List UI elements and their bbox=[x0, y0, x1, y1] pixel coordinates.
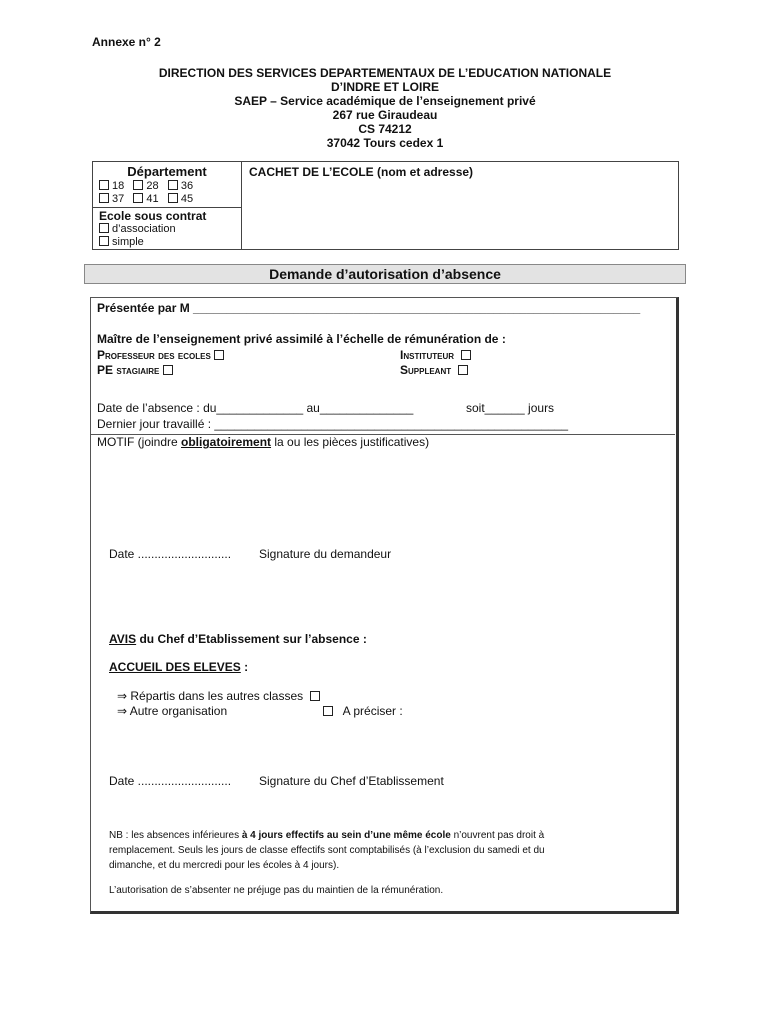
annex-label: Annexe n° 2 bbox=[92, 35, 161, 49]
option-preciser[interactable]: A préciser : bbox=[323, 704, 403, 718]
header-line-4: 267 rue Giraudeau bbox=[332, 108, 438, 122]
contract-simple[interactable]: simple bbox=[99, 236, 144, 248]
checkbox[interactable] bbox=[310, 691, 320, 701]
date-absence: Date de l’absence : du_____________ au______________ bbox=[97, 401, 414, 415]
header-line-5: CS 74212 bbox=[358, 122, 412, 136]
department-row-1 bbox=[99, 180, 193, 192]
nb-line-2: remplacement. Seuls les jours de classe effectifs sont comptabilisés (à l’exclusion du samedi et du bbox=[109, 845, 545, 856]
presented-by: Présentée par M ___________________________________________________________________ bbox=[97, 301, 641, 315]
table-divider-h bbox=[93, 207, 241, 208]
option-professeur[interactable]: Professeur des ecoles bbox=[97, 348, 227, 362]
checkbox[interactable] bbox=[214, 350, 224, 360]
department-title: Département bbox=[127, 164, 207, 179]
dept-checkbox-28[interactable]: 28 bbox=[133, 180, 158, 192]
master-line: Maître de l’enseignement privé assimilé à l’échelle de rémunération de : bbox=[97, 332, 506, 346]
dept-checkbox-36[interactable]: 36 bbox=[168, 180, 193, 192]
checkbox[interactable] bbox=[323, 706, 333, 716]
header-line-6: 37042 Tours cedex 1 bbox=[326, 136, 444, 150]
option-suppleant[interactable]: Suppleant bbox=[400, 363, 471, 377]
date-chef: Date ............................ bbox=[109, 774, 232, 788]
dept-checkbox-45[interactable]: 45 bbox=[168, 193, 193, 205]
department-table bbox=[92, 161, 679, 250]
checkbox[interactable] bbox=[461, 350, 471, 360]
header-line-3: SAEP – Service académique de l’enseignement privé bbox=[234, 94, 536, 108]
avis-heading: AVIS du Chef d’Etablissement sur l’absence : bbox=[109, 632, 367, 646]
header-line-1: DIRECTION DES SERVICES DEPARTEMENTAUX DE L’EDUCATION NATIONALE bbox=[158, 66, 612, 80]
option-autre: ⇒ Autre organisation bbox=[117, 704, 228, 718]
table-divider bbox=[241, 162, 242, 249]
option-instituteur[interactable]: Instituteur bbox=[400, 348, 474, 362]
nb-final: L’autorisation de s’absenter ne préjuge pas du maintien de la rémunération. bbox=[109, 885, 444, 896]
request-title-bar bbox=[84, 264, 686, 284]
signature-demandeur: Signature du demandeur bbox=[259, 547, 392, 561]
request-form bbox=[90, 297, 679, 914]
dept-checkbox-37[interactable]: 37 bbox=[99, 193, 124, 205]
accueil-heading: ACCUEIL DES ELEVES : bbox=[109, 660, 249, 674]
header-line-2: D’INDRE ET LOIRE bbox=[330, 80, 439, 94]
department-row-2 bbox=[99, 193, 193, 205]
days-count: soit______ jours bbox=[466, 401, 555, 415]
option-pe-stagiaire[interactable]: PE stagiaire bbox=[97, 363, 176, 377]
date-demandeur: Date ............................ bbox=[109, 547, 232, 561]
last-day-worked: Dernier jour travaillé : _____________________________________________________ bbox=[97, 417, 569, 431]
request-title: Demande d’autorisation d’absence bbox=[269, 266, 501, 282]
dept-checkbox-41[interactable]: 41 bbox=[133, 193, 158, 205]
checkbox[interactable] bbox=[458, 365, 468, 375]
nb-line-3: dimanche, et du mercredi pour les écoles à 4 jours). bbox=[109, 860, 340, 871]
contract-association[interactable]: d’association bbox=[99, 223, 176, 235]
checkbox[interactable] bbox=[99, 236, 109, 246]
motif-label: MOTIF (joindre obligatoirement la ou les pièces justificatives) bbox=[97, 435, 430, 449]
cachet-label: CACHET DE L’ECOLE (nom et adresse) bbox=[249, 165, 474, 179]
option-repartis[interactable]: ⇒ Répartis dans les autres classes bbox=[117, 689, 323, 703]
signature-chef: Signature du Chef d’Etablissement bbox=[259, 774, 444, 788]
checkbox[interactable] bbox=[163, 365, 173, 375]
checkbox[interactable] bbox=[99, 223, 109, 233]
nb-line-1: NB : les absences inférieures à 4 jours effectifs au sein d’une même école n’ouvrent pas droit à bbox=[109, 830, 545, 841]
contract-title: Ecole sous contrat bbox=[99, 209, 207, 223]
dept-checkbox-18[interactable]: 18 bbox=[99, 180, 124, 192]
